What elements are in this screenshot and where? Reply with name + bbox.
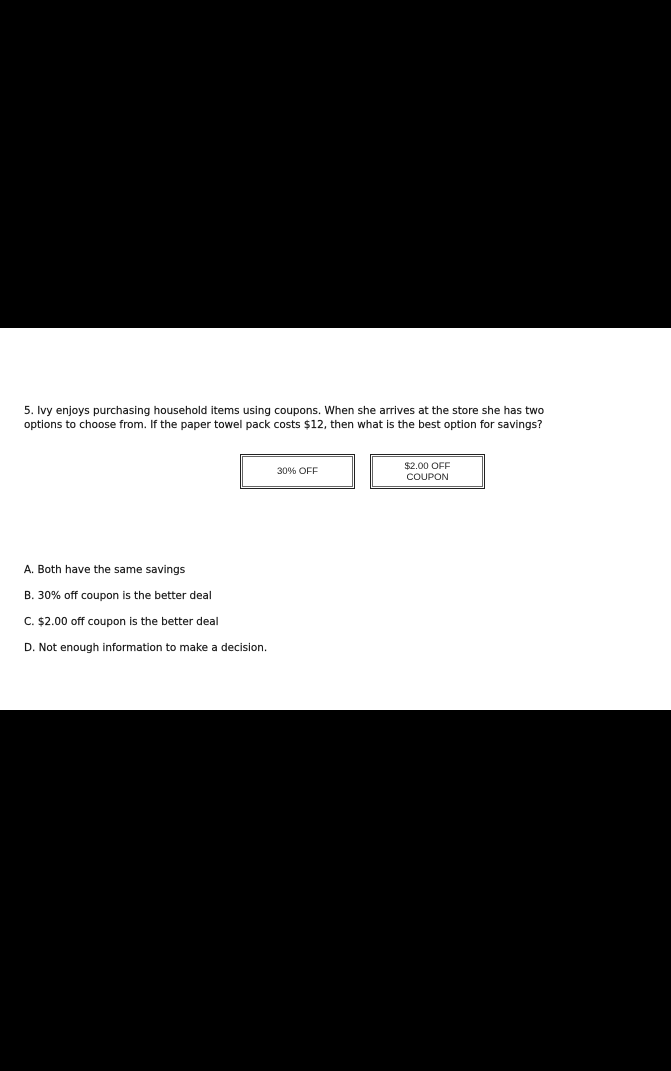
choice-a: A. Both have the same savings [24, 564, 186, 576]
choice-b: B. 30% off coupon is the better deal [24, 590, 212, 602]
coupon-2-dollars-line-2: COUPON [406, 471, 449, 483]
question-text [24, 404, 664, 432]
worksheet-content [0, 328, 671, 710]
question-line-1: 5. Ivy enjoys purchasing household items using coupons. When she arrives at the store she has two [24, 405, 545, 417]
coupon-2-dollars-line-1: $2.00 OFF [404, 460, 451, 472]
coupon-30-percent-label: 30% OFF [276, 466, 319, 477]
question-line-2: options to choose from. If the paper towel pack costs $12, then what is the best option for savings? [24, 419, 543, 431]
choice-c: C. $2.00 off coupon is the better deal [24, 616, 219, 628]
answer-choices [24, 562, 267, 666]
coupon-30-percent-off [240, 454, 355, 489]
coupon-2-dollars-off [370, 454, 485, 489]
top-black-bar [0, 0, 671, 328]
choice-d: D. Not enough information to make a decision. [24, 642, 268, 654]
bottom-black-bar [0, 710, 671, 1071]
